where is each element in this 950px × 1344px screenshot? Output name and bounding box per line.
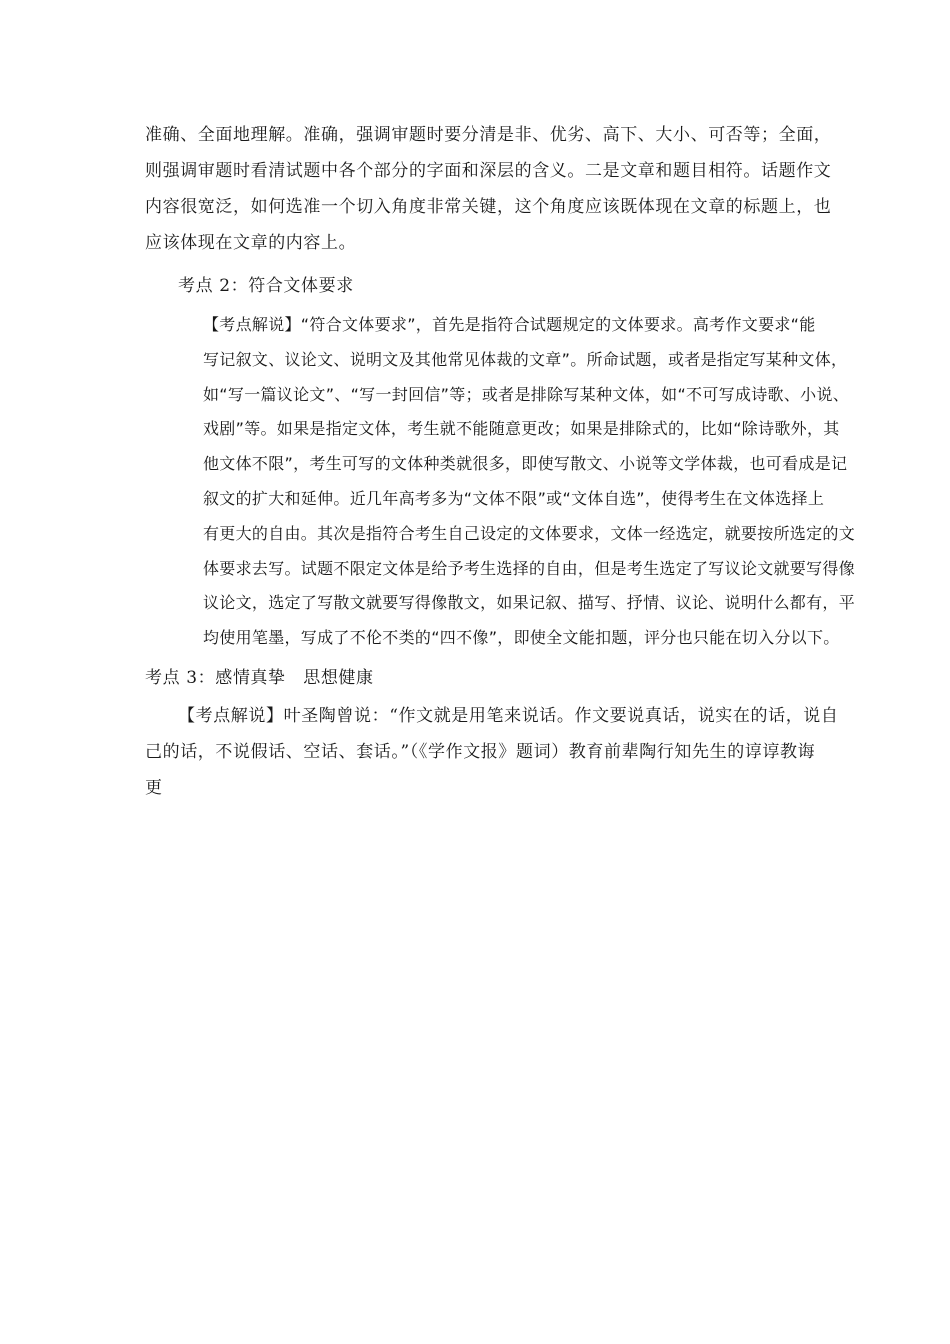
section-heading-2: 考点 2：符合文体要求 xyxy=(178,276,354,296)
text-line: 更 xyxy=(145,778,163,798)
paragraph-section-2 xyxy=(203,308,856,656)
text-line: 则强调审题时看清试题中各个部分的字面和深层的含义。二是文章和题目相符。话题作文 xyxy=(145,161,832,181)
paragraph-section-3 xyxy=(145,698,839,806)
text-line: 有更大的自由。其次是指符合考生自己设定的文体要求，文体一经选定，就要按所选定的文 xyxy=(203,523,856,543)
text-line: 体要求去写。试题不限定文体是给予考生选择的自由，但是考生选定了写议论文就要写得像 xyxy=(203,558,856,578)
text-line: 议论文，选定了写散文就要写得像散文，如果记叙、描写、抒情、议论、说明什么都有，平 xyxy=(203,593,856,613)
text-line: 己的话，不说假话、空话、套话。”（《学作文报》题词）教育前辈陶行知先生的谆谆教诲 xyxy=(145,742,816,762)
text-line: 【考点解说】叶圣陶曾说：“作文就是用笔来说话。作文要说真话，说实在的话，说自 xyxy=(178,706,839,726)
text-line: 叙文的扩大和延伸。近几年高考多为“文体不限”或“文体自选”，使得考生在文体选择上 xyxy=(203,488,825,508)
text-line: 准确、全面地理解。准确，强调审题时要分清是非、优劣、高下、大小、可否等；全面， xyxy=(145,125,832,145)
text-line: 应该体现在文章的内容上。 xyxy=(145,233,357,253)
text-line: 戏剧”等。如果是指定文体，考生就不能随意更改；如果是排除式的，比如“除诗歌外，其 xyxy=(203,419,840,439)
text-line: 内容很宽泛，如何选准一个切入角度非常关键，这个角度应该既体现在文章的标题上，也 xyxy=(145,197,832,217)
text-line: 如“写一篇议论文”、“写一封回信”等；或者是排除写某种文体，如“不可写成诗歌、小说、 xyxy=(203,384,850,404)
text-line: 写记叙文、议论文、说明文及其他常见体裁的文章”。所命试题，或者是指定写某种文体， xyxy=(203,349,848,369)
paragraph-intro xyxy=(145,117,832,261)
section-heading-3: 考点 3：感情真挚 思想健康 xyxy=(145,668,374,688)
text-line: 【考点解说】“符合文体要求”，首先是指符合试题规定的文体要求。高考作文要求“能 xyxy=(203,315,816,334)
text-line: 他文体不限”，考生可写的文体种类就很多，即使写散文、小说等文学体裁，也可看成是记 xyxy=(203,454,848,474)
text-line: 均使用笔墨，写成了不伦不类的“四不像”，即使全文能扣题，评分也只能在切入分以下。 xyxy=(203,628,840,648)
